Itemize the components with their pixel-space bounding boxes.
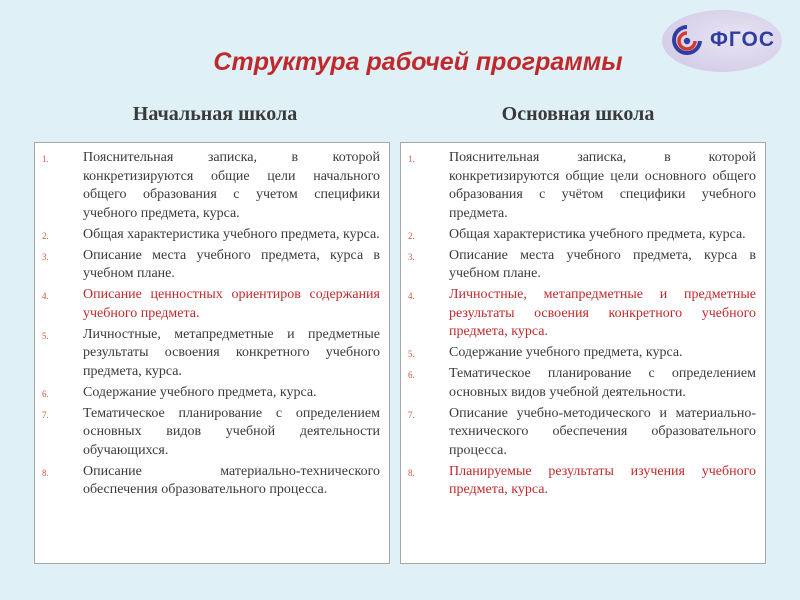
item-number: 3. xyxy=(42,251,49,262)
logo-text: ФГОС xyxy=(710,28,776,51)
page-title: Структура рабочей программы xyxy=(213,48,623,76)
item-number: 6. xyxy=(408,370,415,380)
list-item-highlighted xyxy=(35,286,389,323)
item-text: Содержание учебного предмета, курса. xyxy=(449,345,683,360)
basic-school-list xyxy=(401,143,765,500)
list-item xyxy=(401,149,765,223)
item-text: Описание учебно-методического и материально-технического обеспечения образовательного процесса. xyxy=(449,405,756,458)
list-item xyxy=(401,226,765,245)
list-item xyxy=(35,384,389,403)
item-number: 1. xyxy=(408,154,415,164)
item-text: Тематическое планирование с определением основных видов учебной деятельности обучающихся. xyxy=(83,405,380,458)
list-item xyxy=(35,226,389,245)
column-heading-primary: Начальная школа xyxy=(132,103,298,125)
item-text: Пояснительная записка, в которой конкретизируются общие цели начального общего образования с учетом специфики учебного предмета, курса. xyxy=(83,150,380,221)
item-number: 5. xyxy=(42,330,49,341)
list-item xyxy=(401,344,765,363)
list-item xyxy=(401,247,765,284)
item-text: Общая характеристика учебного предмета, курса. xyxy=(449,226,746,242)
list-item xyxy=(35,326,389,382)
list-item-highlighted xyxy=(401,286,765,342)
list-item xyxy=(35,405,389,461)
list-item-highlighted xyxy=(401,463,765,500)
list-item xyxy=(35,247,389,284)
list-item xyxy=(35,463,389,500)
item-number: 3. xyxy=(408,251,415,262)
item-text: Тематическое планирование с определением основных видов учебной деятельности. xyxy=(449,366,756,400)
item-number: 4. xyxy=(42,291,49,301)
item-text: Общая характеристика учебного предмета, курса. xyxy=(83,226,380,242)
item-number: 2. xyxy=(42,230,49,241)
item-text: Содержание учебного предмета, курса. xyxy=(83,384,317,400)
item-text: Описание места учебного предмета, курса в учебном плане. xyxy=(449,247,756,281)
item-number: 8. xyxy=(42,467,49,478)
item-number: 7. xyxy=(408,409,415,420)
list-item xyxy=(401,365,765,402)
primary-school-list xyxy=(35,143,389,500)
item-number: 5. xyxy=(408,349,415,359)
item-text: Личностные, метапредметные и предметные результаты освоения конкретного учебного предмета, курса. xyxy=(83,326,380,379)
item-text: Планируемые результаты изучения учебного предмета, курса. xyxy=(449,463,756,497)
item-number: 8. xyxy=(408,467,415,478)
item-text: Описание места учебного предмета, курса в учебном плане. xyxy=(83,247,380,281)
item-number: 1. xyxy=(42,154,49,164)
item-number: 6. xyxy=(42,388,49,399)
item-number: 2. xyxy=(408,230,415,241)
item-number: 4. xyxy=(408,291,415,301)
primary-school-panel xyxy=(34,142,390,564)
item-text: Личностные, метапредметные и предметные результаты освоения конкретного учебного предмета, курса. xyxy=(449,287,756,339)
item-text: Пояснительная записка, в которой конкретизируются общие цели основного общего образования с учётом специфики учебного предмета. xyxy=(449,150,756,221)
list-item xyxy=(401,405,765,461)
item-text: Описание ценностных ориентиров содержания учебного предмета. xyxy=(83,287,380,321)
item-text: Описание материально-технического обеспечения образовательного процесса. xyxy=(83,463,380,497)
basic-school-panel xyxy=(400,142,766,564)
list-item xyxy=(35,149,389,223)
item-number: 7. xyxy=(42,409,49,420)
column-heading-basic: Основная школа xyxy=(501,103,655,125)
